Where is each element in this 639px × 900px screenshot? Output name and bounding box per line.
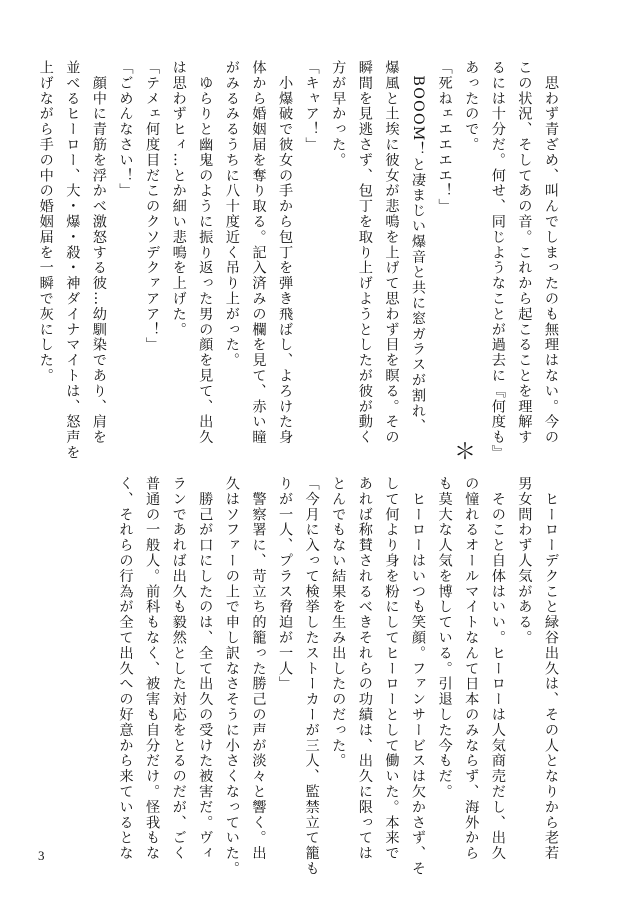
- text-line: 瞬間を見逃さず、包丁を取り上げようとしたが彼が動く: [356, 60, 373, 445]
- top-text-block: [32, 60, 564, 461]
- text-line: 爆風と土埃に彼女が悲鳴を上げて思わず目を瞑る。その: [383, 60, 400, 445]
- text-line: ヒーローデクこと緑谷出久は、その人となりから老若: [543, 476, 559, 861]
- text-line: がみるみるうちに八十度近く吊り上がった。: [223, 60, 240, 368]
- text-line: あったので。: [463, 60, 480, 153]
- text-line: 「キャア！」: [303, 60, 320, 153]
- text-line: とんでもない結果を生み出したのだった。: [330, 476, 347, 769]
- text-line: ゆらりと幽鬼のように振り返った男の顔を見て、出久: [197, 60, 214, 445]
- text-line: この状況、そしてあの音。これから起こることを理解す: [516, 60, 533, 445]
- scene-separator: ＊: [453, 440, 476, 465]
- text-line: 「死ねェエエエエ！」: [436, 60, 453, 214]
- text-line: 「ごめんなさい！」: [117, 60, 134, 199]
- text-line: BOOOM！と凄まじい爆音と共に窓ガラスが割れ、: [410, 60, 427, 435]
- text-line: 「テメェ何度目だこのクソデクァアア！」: [144, 60, 161, 353]
- text-line: 顔中に青筋を浮かべ激怒する彼…幼馴染であり、肩を: [90, 60, 107, 445]
- text-line: あれば称賛されるべきそれらの功績は、出久に限っては: [356, 476, 373, 861]
- page-number: 3: [38, 848, 45, 863]
- text-line: 小爆破で彼女の手から包丁を弾き飛ばし、よろけた身: [277, 60, 294, 445]
- text-line: 警察署に、苛立ち的籠った勝己の声が淡々と響く。出: [250, 476, 267, 861]
- text-line: ヒーローはいつも笑顔。ファンサービスは欠かさず、そ: [410, 476, 427, 877]
- bottom-text-block: [112, 476, 564, 877]
- text-line: 久はソファーの上で申し訳なさそうに小さくなっていた。: [223, 476, 240, 877]
- text-line: の憧れるオールマイトなんて日本のみならず、海外から: [463, 476, 480, 861]
- text-line: は思わずヒィ…とか細い悲鳴を上げた。: [170, 60, 187, 338]
- text-line: 並べるヒーロー、大・爆・殺・神ダイナマイトは、怒声を: [64, 60, 81, 461]
- text-line: く、それらの行為が全て出久への好意から来ているとな: [117, 476, 134, 861]
- text-line: りが一人、プラス脅迫が一人」: [277, 476, 294, 692]
- text-line: して何より身を粉にしてヒーローとして働いた。本来で: [383, 476, 400, 861]
- text-line: 勝己が口にしたのは、全て出久の受けた被害だ。ヴィ: [197, 476, 214, 861]
- text-line: も莫大な人気を博している。引退した今もだ。: [436, 476, 453, 800]
- text-line: 思わず青ざめ、叫んでしまったのも無理はない。今の: [543, 60, 559, 445]
- text-line: 「今月に入って検挙したストーカーが三人、監禁立て籠も: [303, 476, 320, 877]
- text-line: 体から婚姻届を奪り取る。記入済みの欄を見て、赤い瞳: [250, 60, 267, 445]
- text-line: 普通の一般人。前科もなく、被害も自分だけ。怪我もな: [144, 476, 161, 861]
- text-line: 方が早かった。: [330, 60, 347, 168]
- text-line: 上げながら手の中の婚姻届を一瞬で灰にした。: [37, 60, 54, 384]
- text-line: るには十分だ。何せ、同じようなことが過去に『何度も』: [489, 60, 506, 461]
- text-line: 男女問わず人気がある。: [516, 476, 533, 646]
- text-line: ランであれば出久も毅然とした対応をとるのだが、ごく: [170, 476, 187, 861]
- text-line: そのこと自体はいい。ヒーローは人気商売だし、出久: [489, 476, 506, 861]
